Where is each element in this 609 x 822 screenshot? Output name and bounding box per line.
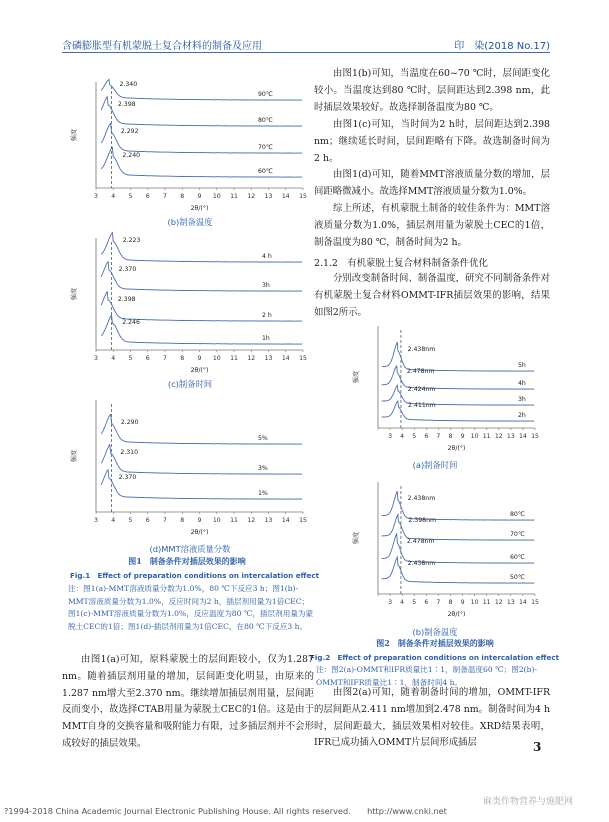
peak-value-label: 2.411nm xyxy=(408,402,436,409)
series-name-label: 4 h xyxy=(262,253,272,260)
series-name-label: 60℃ xyxy=(258,168,273,175)
x-axis-label: 2θ/(°) xyxy=(190,367,209,374)
body-paragraph-fig1b: 由图1(b)可知，当温度在60~70 ℃时，层间距变化较小。当温度达到80 ℃时，层间距达到2.398 nm，此时插层效果较好。故选择制备温度为80 ℃。 xyxy=(314,68,550,113)
series-name-label: 70℃ xyxy=(510,531,525,538)
x-tick-label: 6 xyxy=(145,193,150,200)
x-tick-label: 3 xyxy=(94,355,98,362)
x-tick-label: 8 xyxy=(180,517,185,524)
x-tick-label: 3 xyxy=(94,193,98,200)
x-tick-label: 12 xyxy=(247,517,256,524)
series-name-label: 90℃ xyxy=(258,91,273,98)
x-axis-label: 2θ/(°) xyxy=(190,205,209,212)
peak-value-label: 2.370 xyxy=(118,266,137,273)
x-tick-label: 6 xyxy=(145,355,150,362)
series-name-label: 3h xyxy=(262,282,270,289)
x-tick-label: 14 xyxy=(281,193,290,200)
body-paragraph-fig2-intro: 分别改变制备时间、制备温度，研究不同制备条件对有机蒙脱土复合材料OMMT-IFR插层效果的影响，结果如图2所示。 xyxy=(314,273,550,318)
fig1-caption: 图1 制备条件对插层效果的影响 xyxy=(128,556,246,566)
x-tick-label: 7 xyxy=(163,517,167,524)
chart-panel-c xyxy=(70,233,307,374)
y-axis-label: 强度 xyxy=(71,449,78,463)
x-tick-label: 9 xyxy=(460,433,465,440)
fig1c-caption: (c)制备时间 xyxy=(167,379,213,389)
x-tick-label: 7 xyxy=(163,193,167,200)
series-name-label: 3h xyxy=(518,396,526,403)
peak-value-label: 2.340 xyxy=(119,81,138,88)
fig2-note: 注：图2(a)-OMMT和IFR质量比1∶1，制备温度60 ℃；图2(b)-OMMT和IFR质量比1∶1，制备时间4 h。 xyxy=(316,665,537,687)
x-tick-label: 12 xyxy=(494,599,503,606)
x-tick-label: 8 xyxy=(180,193,185,200)
x-tick-label: 12 xyxy=(494,433,503,440)
x-axis-label: 2θ/(°) xyxy=(447,445,466,452)
chart-panel-2b xyxy=(352,482,539,618)
peak-value-label: 2.240 xyxy=(122,152,141,159)
x-tick-label: 10 xyxy=(212,355,221,362)
peak-value-label: 2.438nm xyxy=(407,346,436,353)
x-tick-label: 14 xyxy=(281,517,290,524)
fig1d-caption: (d)MMT溶液质量分数 xyxy=(149,544,231,554)
x-tick-label: 3 xyxy=(94,517,98,524)
x-tick-label: 8 xyxy=(448,433,453,440)
x-tick-label: 5 xyxy=(128,193,133,200)
series-name-label: 4h xyxy=(518,380,526,387)
x-tick-label: 10 xyxy=(470,433,479,440)
x-tick-label: 4 xyxy=(400,599,405,606)
x-tick-label: 4 xyxy=(111,517,116,524)
x-tick-label: 11 xyxy=(482,599,491,606)
body-paragraph-summary: 综上所述，有机蒙脱土制备的较佳条件为：MMT溶液质量分数为1.0%，插层剂用量为蒙脱土CEC的1倍，制备温度为80 ℃，制备时间为2 h。 xyxy=(314,203,550,248)
x-tick-label: 6 xyxy=(424,599,429,606)
x-tick-label: 11 xyxy=(230,517,238,524)
x-tick-label: 6 xyxy=(424,433,429,440)
x-tick-label: 3 xyxy=(388,433,393,440)
x-tick-label: 15 xyxy=(531,599,539,606)
watermark-text: 麻类作物营养与施肥网 xyxy=(483,797,574,807)
journal-article-title: 含磷膨胀型有机蒙脱土复合材料的制备及应用 xyxy=(62,41,262,52)
x-tick-label: 9 xyxy=(197,355,202,362)
x-tick-label: 15 xyxy=(299,355,307,362)
x-tick-label: 14 xyxy=(518,599,527,606)
x-tick-label: 10 xyxy=(212,517,221,524)
chart-panel-2a xyxy=(352,326,539,452)
peak-value-label: 2.438nm xyxy=(407,560,436,567)
x-tick-label: 10 xyxy=(470,599,479,606)
x-tick-label: 15 xyxy=(299,193,307,200)
series-name-label: 50℃ xyxy=(510,574,525,581)
fig2-caption: 图2 制备条件对插层效果的影响 xyxy=(376,638,494,648)
peak-value-label: 2.292 xyxy=(120,128,139,135)
peak-value-label: 2.290 xyxy=(120,419,139,426)
series-name-label: 2h xyxy=(518,412,526,419)
x-tick-label: 13 xyxy=(506,599,515,606)
series-name-label: 70℃ xyxy=(258,144,273,151)
y-axis-label: 强度 xyxy=(71,287,78,301)
fig1-note: 注：图1(a)-MMT溶液质量分数为1.0%，80 ℃下反应3 h；图1(b)-MMT溶液质量分数为1.0%，反应时间为2 h，插层剂用量为1倍CEC；图1(c)-MMT溶液质量分数为1.0%，反应温度为80 ℃，插层剂用量为蒙脱土CEC的1倍；图1(d)-插层剂用量为1倍CEC，在80 ℃下反应3 h。 xyxy=(68,584,314,631)
page-number: 3 xyxy=(533,740,542,754)
series-name-label: 1h xyxy=(262,335,270,342)
x-tick-label: 15 xyxy=(531,433,539,440)
x-tick-label: 13 xyxy=(264,355,273,362)
chart-panel-d xyxy=(70,400,307,536)
peak-value-label: 2.478nm xyxy=(406,368,435,375)
footer-copyright: ?1994-2018 China Academic Journal Electronic Publishing House. All rights reserved. http://www.cnki.net xyxy=(4,806,447,816)
series-name-label: 60℃ xyxy=(510,554,525,561)
fig1-caption-en: Fig.1 Effect of preparation conditions on intercalation effect xyxy=(70,571,320,580)
peak-value-label: 2.398 xyxy=(117,296,136,303)
x-tick-label: 11 xyxy=(230,355,238,362)
x-tick-label: 13 xyxy=(264,193,273,200)
x-tick-label: 15 xyxy=(299,517,307,524)
x-tick-label: 9 xyxy=(460,599,465,606)
series-line xyxy=(382,366,535,389)
x-tick-label: 4 xyxy=(111,355,116,362)
y-axis-label: 强度 xyxy=(353,370,360,384)
chart-panel-b xyxy=(70,79,307,212)
x-tick-label: 14 xyxy=(281,355,290,362)
x-tick-label: 11 xyxy=(482,433,491,440)
peak-value-label: 2.223 xyxy=(122,237,141,244)
series-name-label: 3% xyxy=(258,465,268,472)
x-tick-label: 8 xyxy=(180,355,185,362)
x-tick-label: 13 xyxy=(506,433,515,440)
body-paragraph-fig1c: 由图1(c)可知，当时间为2 h时，层间距达到2.398 nm；继续延长时间，层间距略有下降。故选制备时间为2 h。 xyxy=(314,119,550,164)
peak-value-label: 2.370 xyxy=(118,474,137,481)
x-tick-label: 9 xyxy=(197,193,202,200)
series-name-label: 2 h xyxy=(262,312,272,319)
fig1b-caption: (b)制备温度 xyxy=(167,217,213,227)
fig2a-caption: (a)制备时间 xyxy=(412,460,458,470)
x-axis-label: 2θ/(°) xyxy=(447,611,466,618)
series-name-label: 1% xyxy=(258,490,268,497)
x-tick-label: 12 xyxy=(247,193,256,200)
journal-issue: 印 染(2018 No.17) xyxy=(454,41,550,52)
peak-value-label: 2.310 xyxy=(120,449,139,456)
y-axis-label: 强度 xyxy=(353,531,360,545)
x-tick-label: 8 xyxy=(448,599,453,606)
x-tick-label: 5 xyxy=(128,355,133,362)
x-tick-label: 5 xyxy=(128,517,133,524)
x-tick-label: 4 xyxy=(400,433,405,440)
x-axis-label: 2θ/(°) xyxy=(190,529,209,536)
x-tick-label: 13 xyxy=(264,517,273,524)
peak-value-label: 2.398 xyxy=(117,101,136,108)
fig2-caption-en: Fig.2 Effect of preparation conditions on intercalation effect xyxy=(310,653,560,662)
peak-value-label: 2.246 xyxy=(122,319,140,326)
x-tick-label: 4 xyxy=(111,193,116,200)
series-line xyxy=(382,342,535,371)
x-tick-label: 12 xyxy=(247,355,256,362)
x-tick-label: 10 xyxy=(212,193,221,200)
series-line xyxy=(382,401,535,421)
series-name-label: 5h xyxy=(518,362,526,369)
x-tick-label: 7 xyxy=(436,599,441,606)
peak-value-label: 2.398nm xyxy=(408,517,437,524)
body-paragraph-fig2a: 由图2(a)可知，随着制备时间的增加，OMMT-IFR的层间距从2.411 nm增加到2.478 nm。制备时间为4 h时，层间距最大，插层效果相对较佳。XRD结果表明，IFR已成功插入OMMT片层间形成插层 xyxy=(314,687,550,749)
x-tick-label: 3 xyxy=(388,599,393,606)
x-tick-label: 14 xyxy=(518,433,527,440)
section-heading-2-1-2: 2.1.2 有机蒙脱土复合材料制备条件优化 xyxy=(314,258,488,269)
series-name-label: 80℃ xyxy=(258,117,273,124)
series-name-label: 5% xyxy=(258,435,268,442)
x-tick-label: 7 xyxy=(436,433,441,440)
x-tick-label: 6 xyxy=(145,517,150,524)
peak-value-label: 2.478nm xyxy=(406,538,435,545)
x-tick-label: 5 xyxy=(412,599,417,606)
series-name-label: 80℃ xyxy=(510,511,525,518)
peak-value-label: 2.438nm xyxy=(407,495,436,502)
body-paragraph-fig1d: 由图1(d)可知，随着MMT溶液质量分数的增加，层间距略微减小。故选择MMT溶液质量分数为1.0%。 xyxy=(314,169,550,197)
fig2b-caption: (b)制备温度 xyxy=(412,627,458,637)
peak-value-label: 2.424nm xyxy=(407,386,436,393)
body-paragraph-fig1a: 由图1(a)可知，原料蒙脱土的层间距较小，仅为1.287 nm。随着插层剂用量的增加，层间距变化明显，由原来的1.287 nm增大至2.370 nm。继续增加插层剂用量，层间距反而变小，故选择CTAB用量为蒙脱土CEC的1倍。这是由于MMT自身的交换容量和吸附能力有限，过多插层剂并不会形成较好的插层效果。 xyxy=(62,654,314,749)
x-tick-label: 7 xyxy=(163,355,167,362)
y-axis-label: 强度 xyxy=(71,128,78,142)
x-tick-label: 11 xyxy=(230,193,238,200)
x-tick-label: 5 xyxy=(412,433,417,440)
x-tick-label: 9 xyxy=(197,517,202,524)
